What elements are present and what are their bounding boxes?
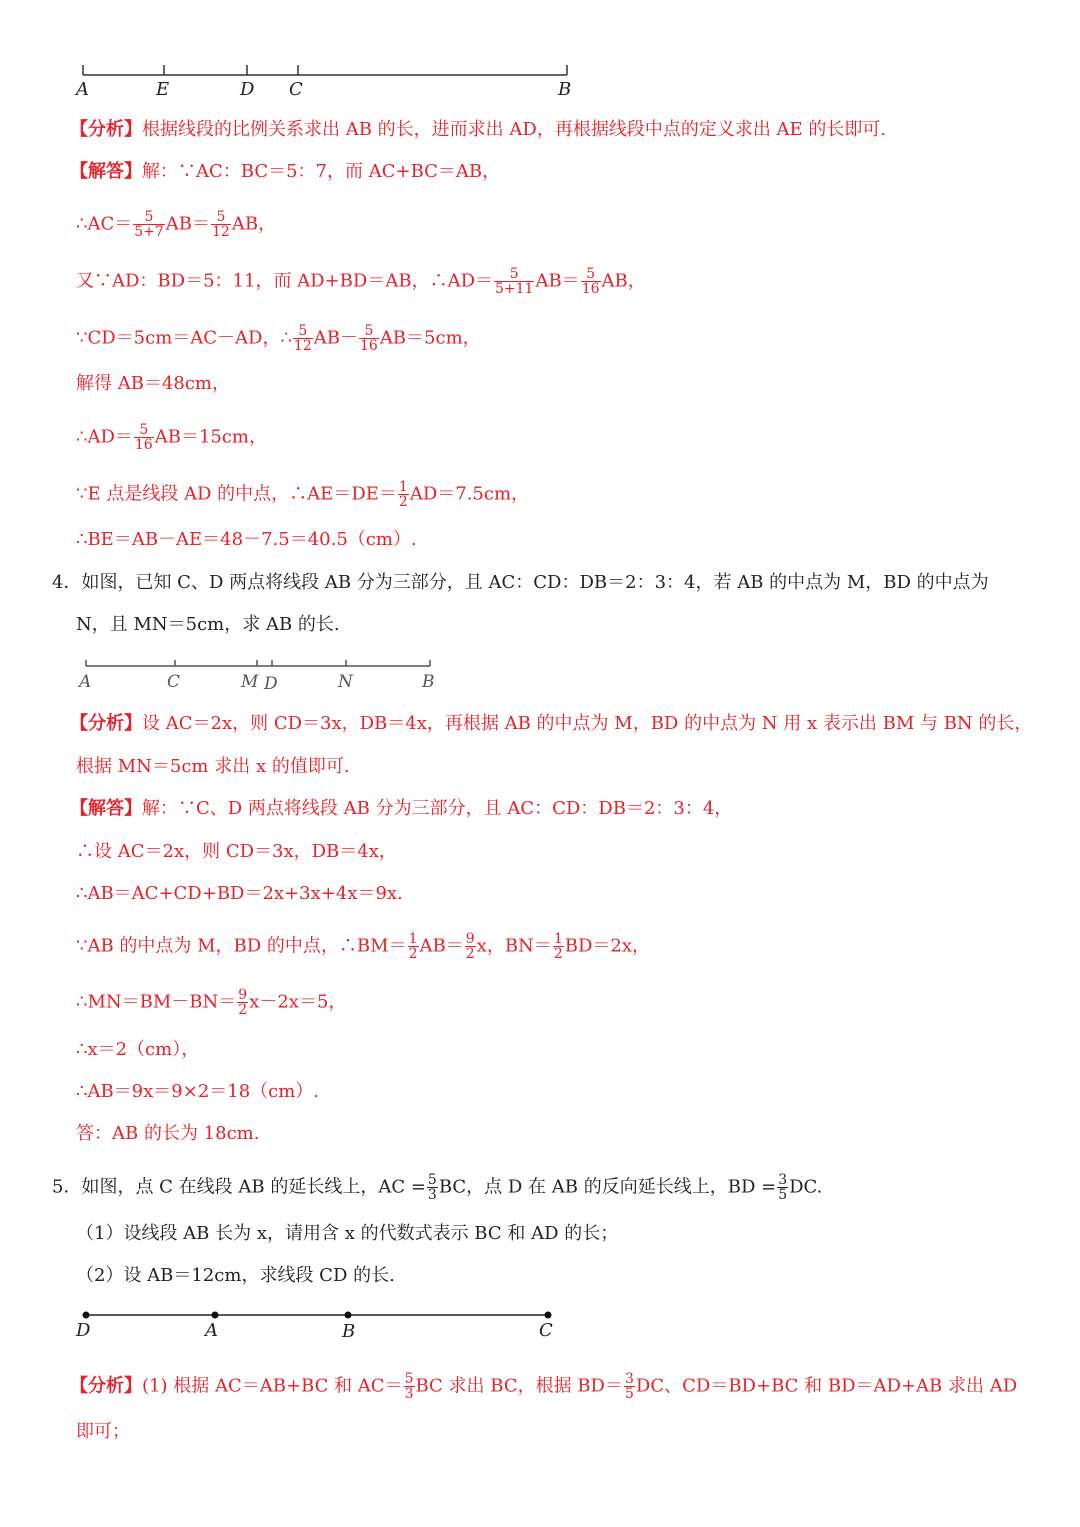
q4-answer-line-7: ∴AB＝9x＝9×2＝18（cm）. — [76, 1081, 320, 1102]
question-4-text-1: 4．如图，已知 C、D 两点将线段 AB 分为三部分，且 AC：CD：DB＝2：3：4，若 AB 的中点为 M，BD 的中点为 — [52, 572, 989, 593]
text: AB＝15cm， — [154, 426, 267, 448]
analysis-tag: 【分析】 — [70, 713, 142, 734]
question-5-part-1: （1）设线段 AB 长为 x，请用含 x 的代数式表示 BC 和 AD 的长； — [76, 1223, 619, 1244]
text: AB－ — [313, 327, 358, 349]
point-label-b: B — [342, 1321, 356, 1342]
text: ∵CD＝5cm＝AC－AD，∴ — [76, 327, 292, 349]
answer-line-8 — [76, 528, 417, 552]
text: AD＝7.5cm， — [409, 483, 530, 505]
point-label-c: C — [167, 672, 181, 692]
point-label-c: C — [289, 79, 303, 100]
question-5-text-1 — [52, 1173, 822, 1202]
q5-analysis-line-1 — [70, 1372, 1017, 1401]
analysis-line — [70, 118, 886, 142]
fraction: $\frac{1}{2}$ — [553, 931, 563, 962]
text: AB， — [231, 213, 277, 235]
fraction: $\frac{3}{5}$ — [625, 1371, 634, 1402]
answer-text: 解：∵C、D 两点将线段 AB 分为三部分，且 AC：CD：DB＝2：3：4， — [142, 798, 733, 819]
segment-diagram-2 — [70, 655, 450, 695]
analysis-tag: 【分析】 — [70, 119, 142, 140]
question-4-text-2: N，且 MN＝5cm，求 AB 的长. — [76, 614, 340, 635]
fraction: $\frac{5}{16}$ — [134, 422, 153, 453]
answer-line-5 — [76, 372, 230, 396]
text: AB＝ — [535, 270, 580, 292]
fraction: $\frac{5}{5+11}$ — [495, 266, 534, 297]
q4-answer-line-2: ∴设 AC＝2x，则 CD＝3x，DB＝4x， — [76, 841, 397, 862]
fraction: $\frac{1}{2}$ — [398, 479, 408, 510]
text: ∴MN＝BM－BN＝ — [76, 991, 237, 1013]
analysis-tag: 【分析】 — [70, 1375, 142, 1397]
point-label-a: A — [79, 672, 92, 692]
question-5-part-2: （2）设 AB＝12cm，求线段 CD 的长. — [76, 1265, 395, 1286]
answer-line-1 — [70, 160, 500, 184]
text: x，BN＝ — [476, 935, 552, 957]
segment-diagram-3 — [70, 1300, 570, 1345]
fraction: $\frac{5}{3}$ — [404, 1371, 414, 1402]
point-label-d: D — [76, 1320, 91, 1341]
text: AB＝5cm， — [379, 327, 481, 349]
text: AB， — [601, 270, 646, 292]
point-label-b: B — [422, 672, 435, 692]
text: ∵AB 的中点为 M，BD 的中点，∴BM＝ — [76, 935, 407, 957]
fraction: $\frac{5}{3}$ — [427, 1172, 437, 1203]
answer-line-3 — [76, 267, 646, 296]
fraction: $\frac{5}{16}$ — [581, 266, 600, 297]
point-label-d: D — [240, 79, 255, 100]
point-label-n: N — [338, 672, 353, 692]
point-label-a: A — [205, 1320, 218, 1341]
point-label-b: B — [558, 79, 572, 100]
fraction: $\frac{3}{5}$ — [778, 1172, 788, 1203]
text: x－2x＝5， — [249, 991, 347, 1013]
text: 5．如图，点 C 在线段 AB 的延长线上，AC = — [52, 1176, 426, 1198]
q4-analysis-line-2: 根据 MN＝5cm 求出 x 的值即可. — [76, 756, 350, 777]
q4-answer-line-1 — [70, 797, 732, 821]
answer-text: 解：∵AC：BC＝5：7，而 AC+BC＝AB， — [142, 161, 501, 182]
text: (1) 根据 AC＝AB+BC 和 AC＝ — [142, 1375, 403, 1397]
text: DC. — [789, 1176, 823, 1198]
segment-diagram-1 — [70, 55, 590, 100]
q4-analysis-line-1 — [70, 712, 1032, 736]
text: BC 求出 BC，根据 BD＝ — [415, 1375, 623, 1397]
answer-line-2 — [76, 210, 276, 239]
q4-answer-line-5 — [76, 988, 346, 1017]
fraction: $\frac{5}{12}$ — [293, 323, 312, 354]
fraction: $\frac{9}{2}$ — [238, 987, 248, 1018]
answer-line-7 — [76, 480, 529, 509]
q4-answer-line-8: 答：AB 的长为 18cm. — [76, 1123, 260, 1144]
text: BC，点 D 在 AB 的反向延长线上，BD = — [438, 1176, 777, 1198]
fraction: $\frac{5}{5+7}$ — [134, 209, 164, 240]
fraction: $\frac{9}{2}$ — [465, 931, 475, 962]
analysis-text: 设 AC＝2x，则 CD＝3x，DB＝4x，再根据 AB 的中点为 M，BD 的中点为 N 用 x 表示出 BM 与 BN 的长， — [142, 713, 1033, 734]
analysis-text: 根据线段的比例关系求出 AB 的长，进而求出 AD，再根据线段中点的定义求出 AE 的长即可. — [142, 119, 887, 140]
answer-tag: 【解答】 — [70, 798, 142, 819]
answer-line-6 — [76, 423, 267, 452]
answer-line-4 — [76, 324, 481, 353]
text: AB＝ — [165, 213, 211, 235]
text: ∵E 点是线段 AD 的中点，∴AE＝DE＝ — [76, 483, 397, 505]
text: DC、CD＝BD+BC 和 BD＝AD+AB 求出 AD — [635, 1375, 1018, 1397]
q4-answer-line-6: ∴x＝2（cm）， — [76, 1039, 200, 1060]
text: AB＝ — [419, 935, 464, 957]
text: 又∵AD：BD＝5：11，而 AD+BD＝AB，∴AD＝ — [76, 270, 493, 292]
fraction: $\frac{1}{2}$ — [408, 931, 418, 962]
point-label-c: C — [539, 1320, 553, 1341]
q4-answer-line-4 — [76, 932, 650, 961]
point-label-a: A — [76, 79, 89, 100]
q5-analysis-line-2: 即可； — [76, 1421, 130, 1442]
fraction: $\frac{5}{12}$ — [212, 209, 230, 240]
point-label-m: M — [241, 672, 259, 692]
text: BD＝2x， — [564, 935, 650, 957]
text: ∴AD＝ — [76, 426, 133, 448]
text: ∴BE＝AB－AE＝48－7.5＝40.5（cm）. — [76, 529, 417, 550]
q4-answer-line-3: ∴AB＝AC+CD+BD＝2x+3x+4x＝9x. — [76, 883, 403, 904]
fraction: $\frac{5}{16}$ — [359, 323, 378, 354]
text: ∴AC＝ — [76, 213, 133, 235]
text: 解得 AB＝48cm， — [76, 373, 231, 394]
answer-tag: 【解答】 — [70, 161, 142, 182]
point-label-e: E — [156, 79, 170, 100]
point-label-d: D — [264, 674, 278, 694]
